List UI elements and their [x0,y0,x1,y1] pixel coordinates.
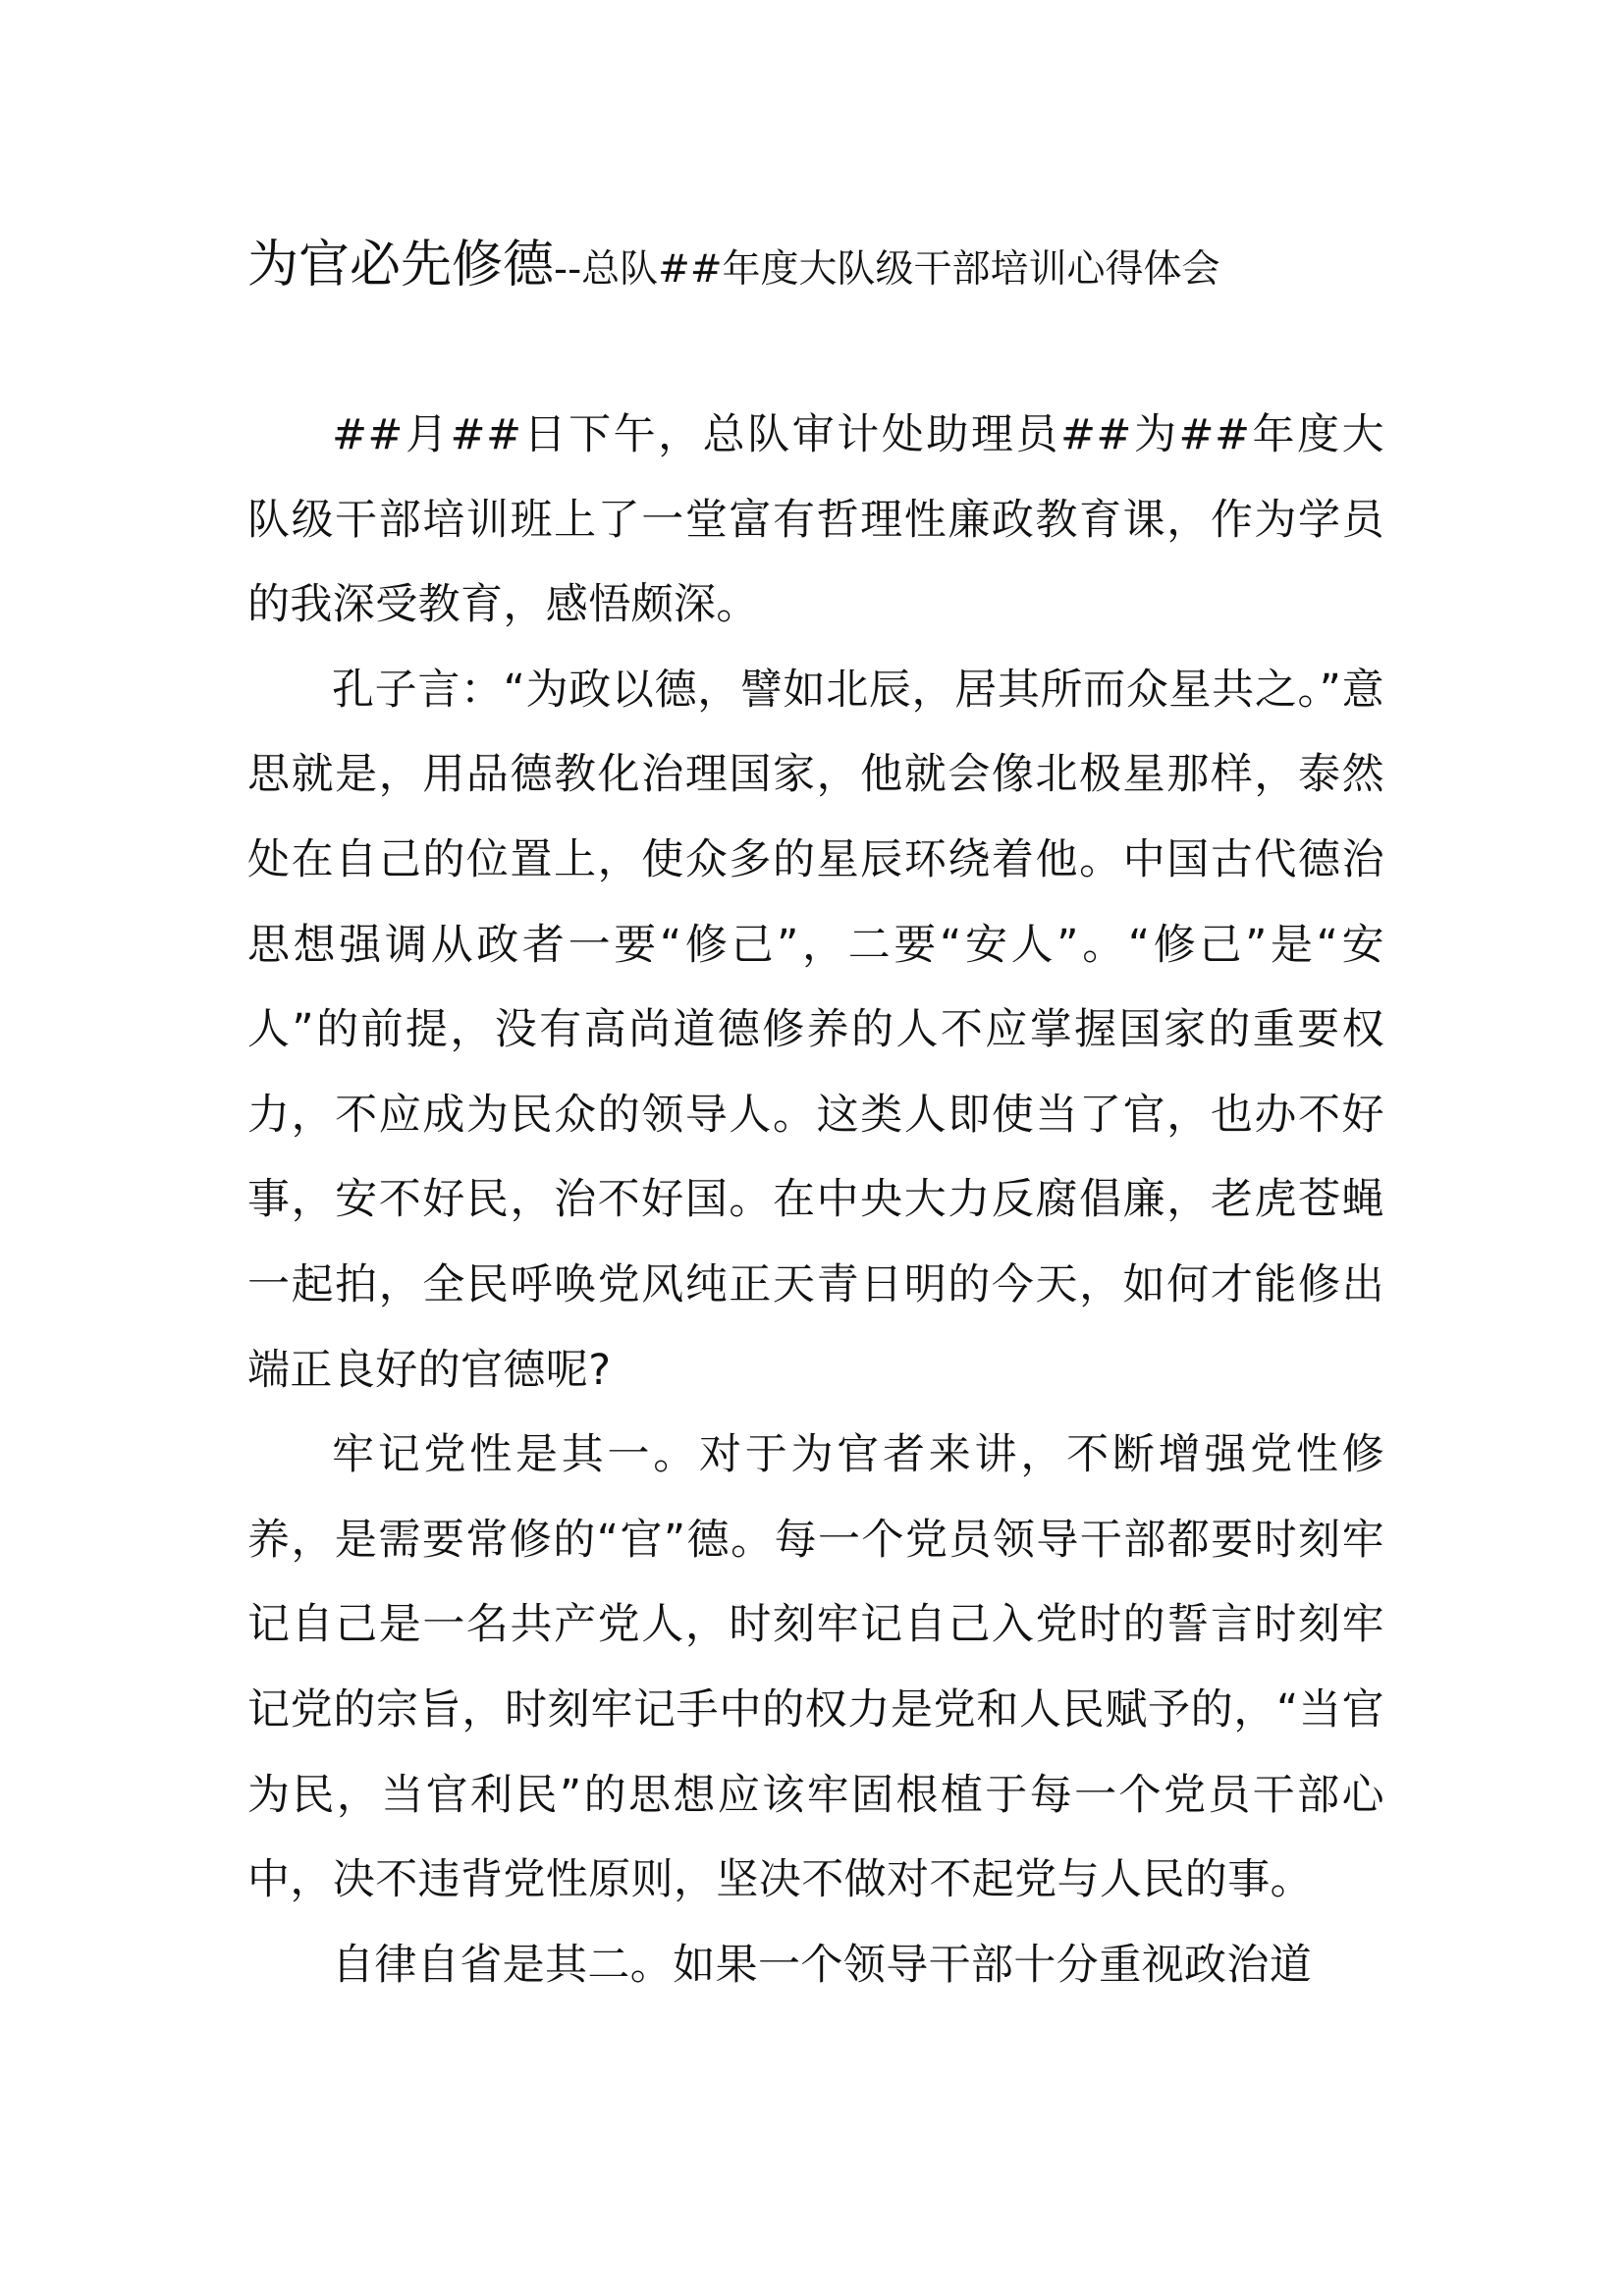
title-subtitle: --总队##年度大队级干部培训心得体会 [554,247,1220,292]
paragraph-point-two: 自律自省是其二。如果一个领导干部十分重视政治道 [332,1940,1313,1990]
document-body [247,393,1384,2007]
document-title [247,234,1406,308]
paragraph-point-one: 牢记党性是其一。对于为官者来讲，不断增强党性修养，是需要常修的“官”德。每一个党员领导干部都要时刻牢记自己是一名共产党人，时刻牢记自己入党时的誓言时刻牢记党的宗旨，时刻牢记手中的权力是党和人民赋予的，“当官为民，当官利民”的思想应该牢固根植于每一个党员干部心中，决不违背党性原则，坚决不做对不起党与人民的事。 [247,1430,1384,1905]
title-main: 为官必先修德 [247,236,555,294]
paragraph-intro: ##月##日下午，总队审计处助理员##为##年度大队级干部培训班上了一堂富有哲理性廉政教育课，作为学员的我深受教育，感悟颇深。 [247,410,1384,630]
paragraph-confucius: 孔子言：“为政以德，譬如北辰，居其所而众星共之。”意思就是，用品德教化治理国家，他就会像北极星那样，泰然处在自己的位置上，使众多的星辰环绕着他。中国古代德治思想强调从政者一要“修己”，二要“安人”。“修己”是“安人”的前提，没有高尚道德修养的人不应掌握国家的重要权力，不应成为民众的领导人。这类人即使当了官，也办不好事，安不好民，治不好国。在中央大力反腐倡廉，老虎苍蝇一起拍，全民呼唤党风纯正天青日明的今天，如何才能修出端正良好的官德呢? [247,665,1384,1395]
